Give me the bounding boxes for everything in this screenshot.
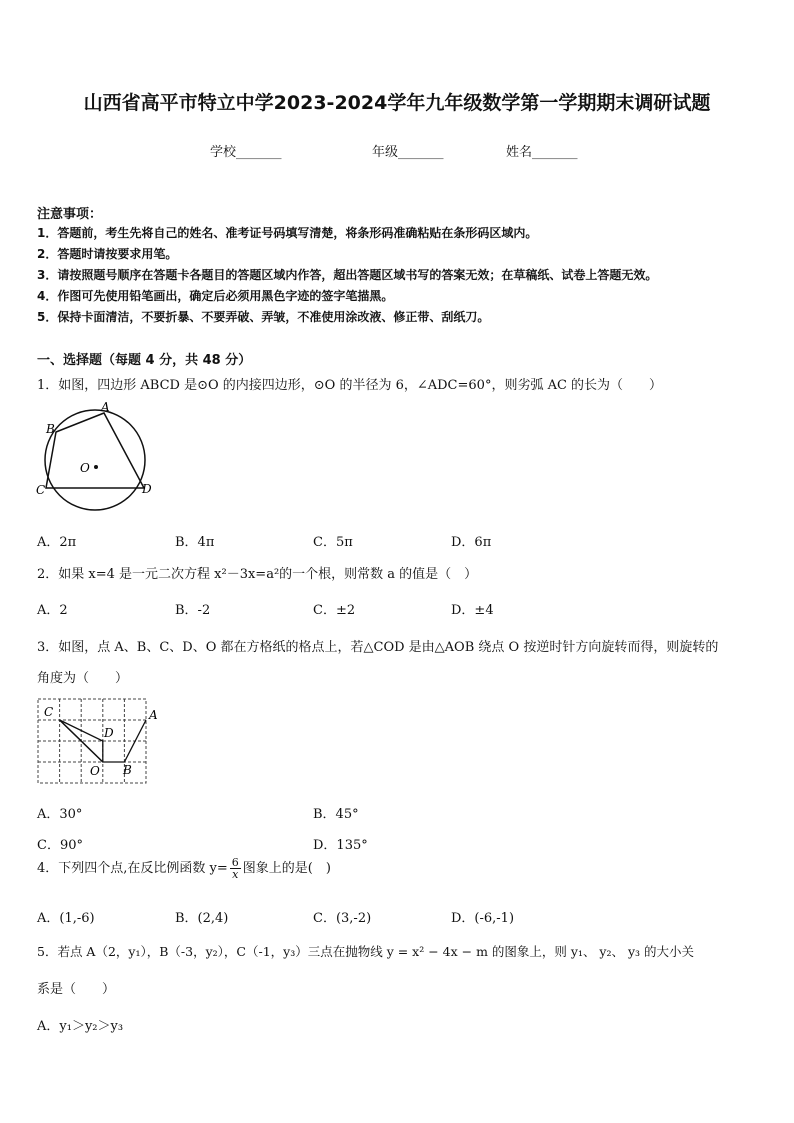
q3-option-b[interactable]: B．45° [313, 807, 359, 822]
note-item: 4．作图可先使用铅笔画出，确定后必须用黑色字迹的签字笔描黑。 [37, 289, 394, 303]
question-5-line-1: 5．若点 A（2，y₁），B（-3，y₂），C（-1，y₃）三点在抛物线 y = x² − 4x − m 的图象上，则 y₁、 y₂、 y₃ 的大小关 [37, 944, 695, 959]
label-o: O [80, 461, 90, 475]
q2-option-d[interactable]: D．±4 [451, 603, 494, 618]
q4-option-d[interactable]: D．(-6,-1) [451, 911, 515, 926]
q5-option-a[interactable]: A．y₁＞y₂＞y₃ [37, 1019, 124, 1034]
question-3-line-1: 3．如图，点 A、B、C、D、O 都在方格纸的格点上，若△COD 是由△AOB 绕点 O 按逆时针方向旋转而得，则旋转的 [37, 640, 719, 655]
q1-option-c[interactable]: C．5π [313, 535, 353, 550]
school-field: 学校_______ [210, 145, 282, 160]
label-a: A [101, 400, 110, 414]
q4-option-b[interactable]: B．(2,4) [175, 911, 229, 926]
name-field: 姓名_______ [506, 145, 578, 160]
q1-option-b[interactable]: B．4π [175, 535, 215, 550]
q2-option-a[interactable]: A．2 [37, 603, 68, 618]
fraction-denominator: x [232, 868, 239, 881]
q1-option-a[interactable]: A．2π [37, 535, 77, 550]
note-item: 3．请按照题号顺序在答题卡各题目的答题区域内作答，超出答题区域书写的答案无效；在草稿纸、试卷上答题无效。 [37, 268, 658, 282]
question-1-figure [30, 398, 160, 518]
label-c: C [36, 483, 46, 497]
q4-prefix: 4．下列四个点,在反比例函数 y= [37, 861, 228, 876]
q4-option-c[interactable]: C．(3,-2) [313, 911, 372, 926]
label-d: D [142, 482, 152, 496]
question-3-grid-figure [30, 694, 165, 786]
q3-option-a[interactable]: A．30° [37, 807, 83, 822]
exam-title: 山西省高平市特立中学2023-2024学年九年级数学第一学期期末调研试题 [83, 92, 711, 114]
note-item: 5．保持卡面清洁，不要折暴、不要弄破、弄皱，不准使用涂改液、修正带、刮纸刀。 [37, 310, 490, 324]
question-5-line-2: 系是（ ） [37, 982, 116, 997]
question-4-text [37, 857, 331, 880]
label-c: C [44, 705, 54, 719]
notes-heading: 注意事项： [37, 207, 103, 222]
q3-option-d[interactable]: D．135° [313, 838, 368, 853]
question-2-text: 2．如果 x=4 是一元二次方程 x²－3x=a²的一个根，则常数 a 的值是（ ） [37, 567, 478, 582]
fraction [230, 857, 241, 880]
q1-option-d[interactable]: D．6π [451, 535, 492, 550]
q4-suffix: 图象上的是( ) [242, 861, 331, 876]
question-3-line-2: 角度为（ ） [37, 671, 129, 686]
label-a: A [149, 708, 158, 722]
q4-option-a[interactable]: A．(1,-6) [37, 911, 95, 926]
grade-field: 年级_______ [372, 145, 444, 160]
center-point [94, 465, 98, 469]
note-item: 1．答题前，考生先将自己的姓名、准考证号码填写清楚，将条形码准确粘贴在条形码区域内。 [37, 226, 538, 240]
note-item: 2．答题时请按要求用笔。 [37, 247, 178, 261]
q2-option-c[interactable]: C．±2 [313, 603, 356, 618]
question-1-text: 1．如图，四边形 ABCD 是⊙O 的内接四边形，⊙O 的半径为 6，∠ADC=60°，则劣弧 AC 的长为（ ） [37, 378, 663, 393]
label-d: D [104, 726, 114, 740]
section-heading: 一、选择题（每题 4 分，共 48 分） [37, 353, 252, 368]
q2-option-b[interactable]: B．-2 [175, 603, 211, 618]
circle-o [45, 410, 145, 510]
q3-option-c[interactable]: C．90° [37, 838, 83, 853]
label-b: B [123, 763, 132, 777]
fraction-numerator: 6 [231, 856, 239, 869]
label-o: O [90, 764, 100, 778]
label-b: B [46, 422, 55, 436]
